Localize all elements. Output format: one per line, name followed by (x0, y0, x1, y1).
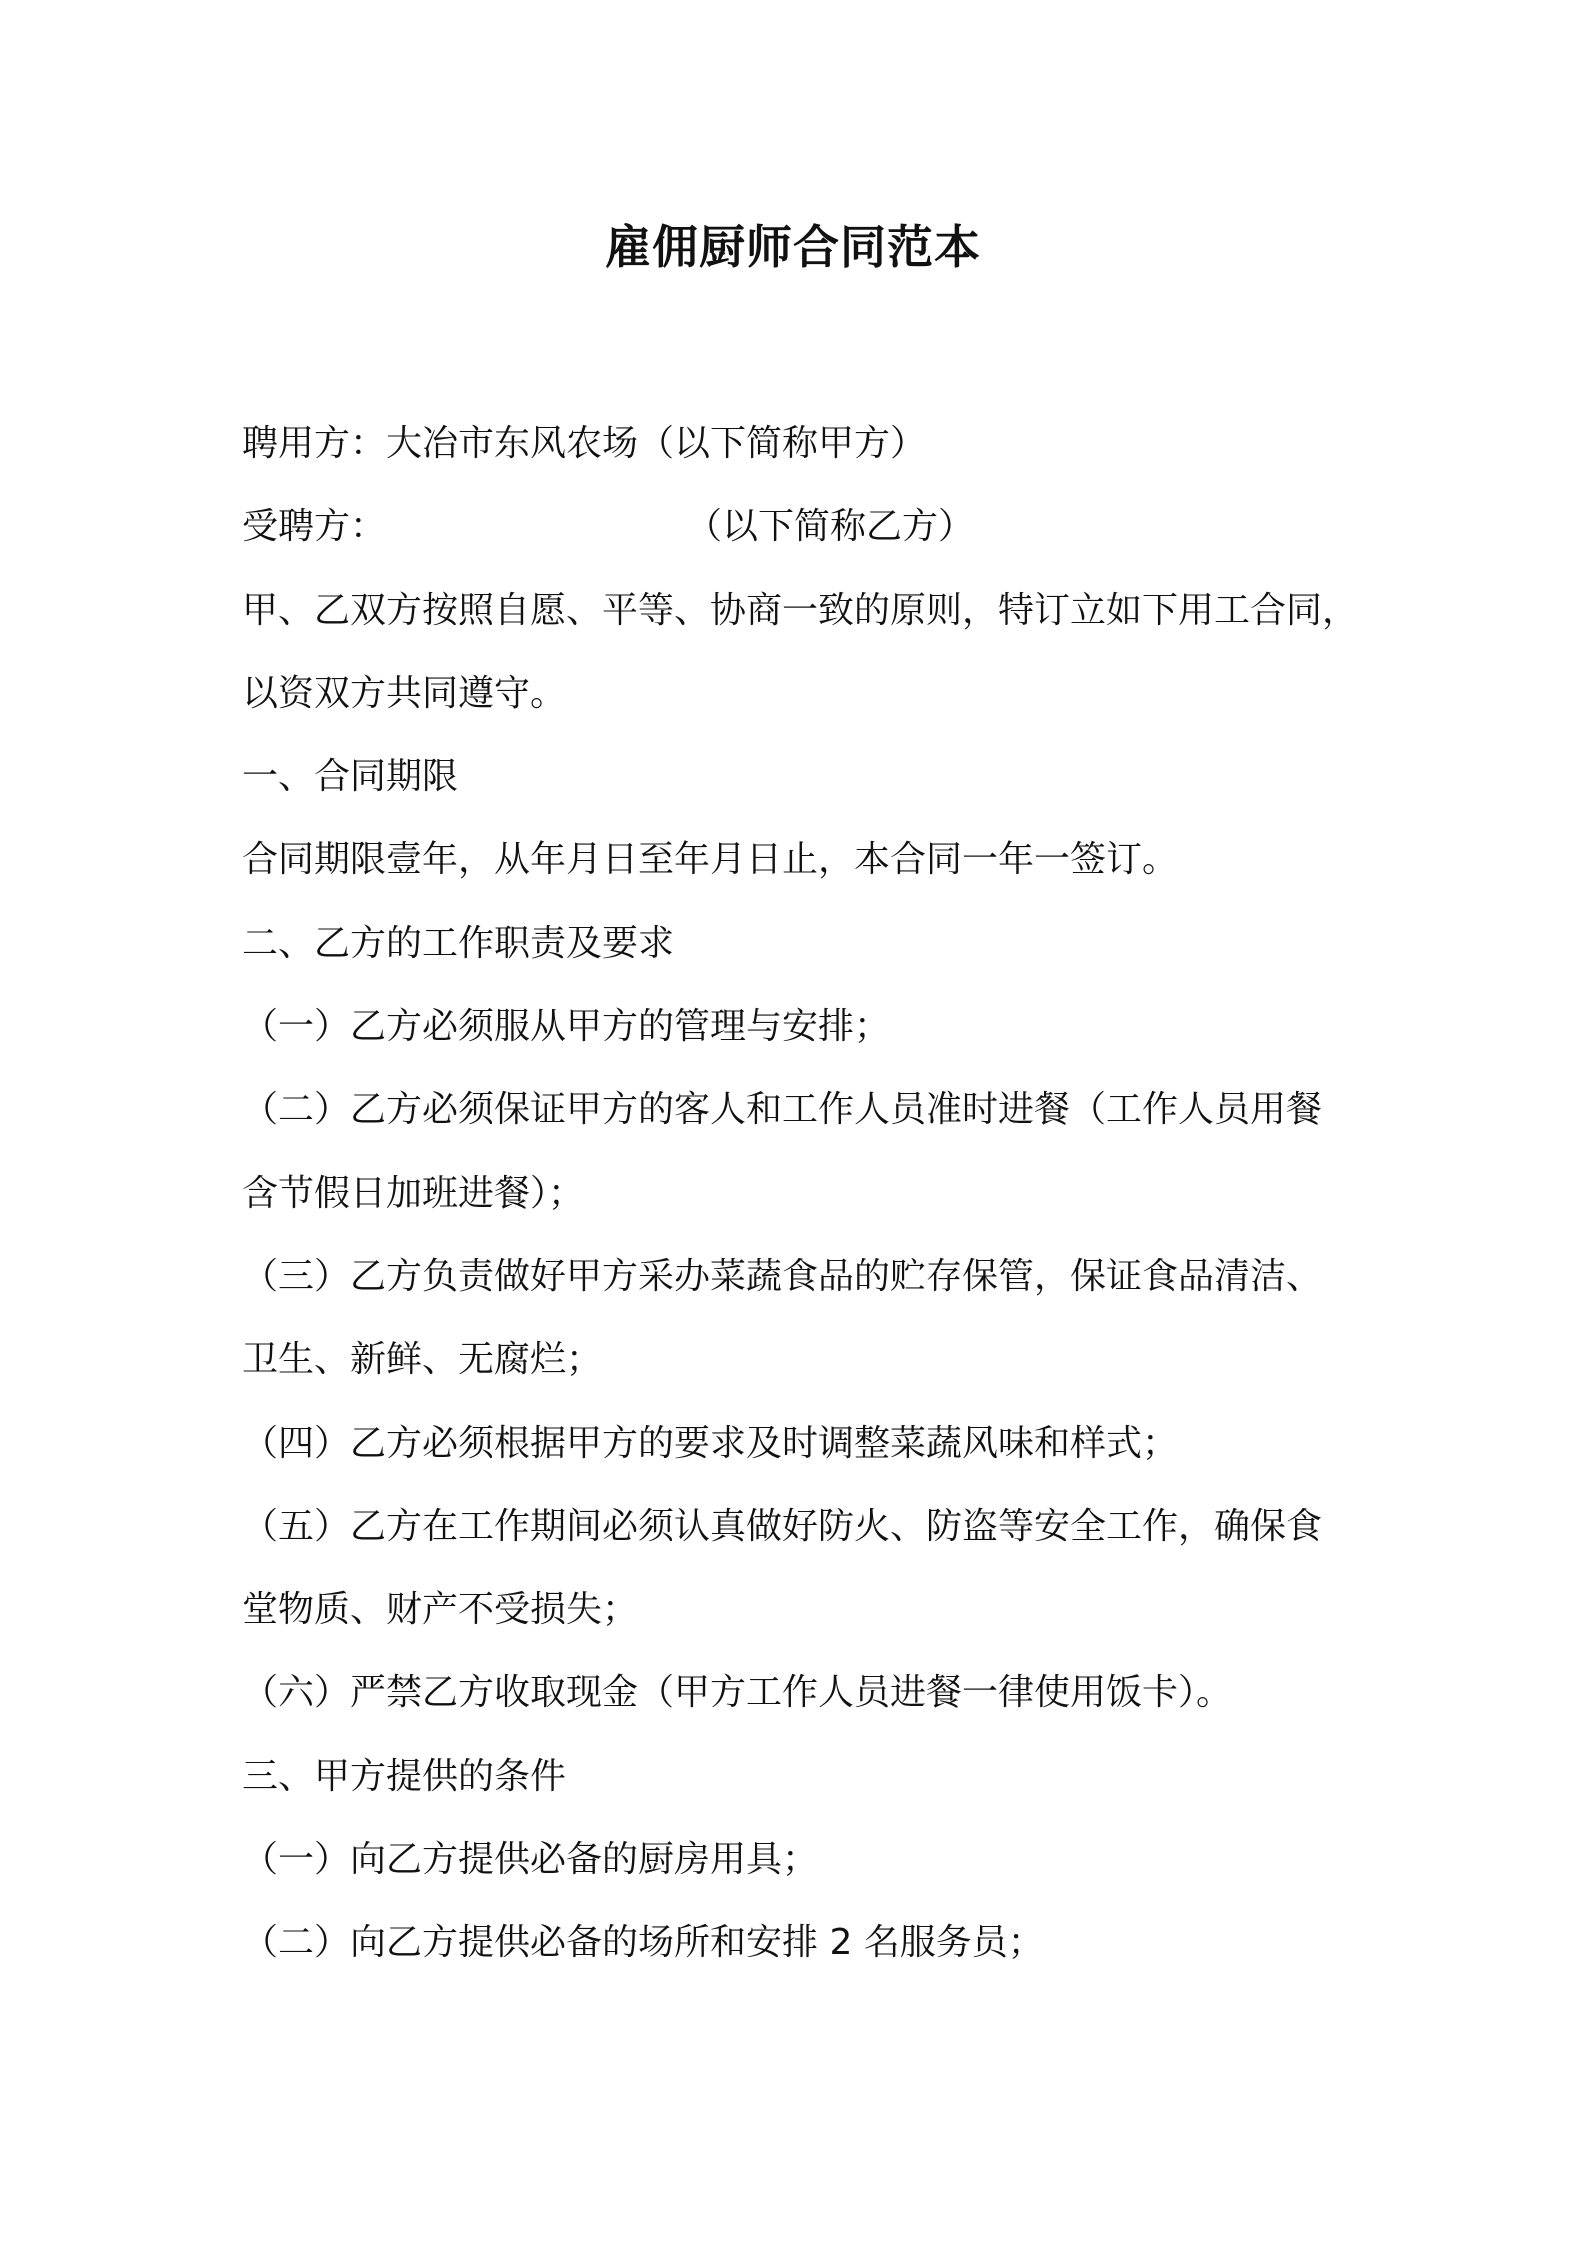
employee-label: 受聘方： (242, 506, 387, 548)
section-3-heading: 三、甲方提供的条件 (242, 1755, 567, 1797)
section-1-heading: 一、合同期限 (242, 756, 459, 798)
clause-2-5-line-2: 堂物质、财产不受损失； (242, 1589, 639, 1631)
clause-2-5-line-1: （五）乙方在工作期间必须认真做好防火、防盗等安全工作，确保食 (242, 1505, 1323, 1547)
document-body (242, 402, 1362, 1985)
clause-2-2-line-2: 含节假日加班进餐）； (242, 1172, 585, 1214)
clause-2-3-line-1: （三）乙方负责做好甲方采办菜蔬食品的贮存保管，保证食品清洁、 (242, 1255, 1323, 1297)
clause-3-1: （一）向乙方提供必备的厨房用具； (242, 1839, 819, 1881)
employee-line (242, 485, 1362, 568)
document-title: 雇佣厨师合同范本 (605, 220, 981, 274)
employee-suffix: （以下简称乙方） (686, 506, 975, 548)
section-2-heading: 二、乙方的工作职责及要求 (242, 922, 675, 964)
contract-term-text: 合同期限壹年，从年月日至年月日止，本合同一年一签订。 (242, 839, 1179, 881)
clause-2-2-line-1: （二）乙方必须保证甲方的客人和工作人员准时进餐（工作人员用餐 (242, 1089, 1323, 1131)
clause-2-3-line-2: 卫生、新鲜、无腐烂； (242, 1339, 603, 1381)
preamble-line-2: 以资双方共同遵守。 (242, 672, 567, 714)
employer-line: 聘用方：大冶市东风农场（以下简称甲方） (242, 423, 927, 464)
clause-2-1: （一）乙方必须服从甲方的管理与安排； (242, 1006, 891, 1048)
clause-2-4: （四）乙方必须根据甲方的要求及时调整菜蔬风味和样式； (242, 1422, 1179, 1464)
clause-2-6: （六）严禁乙方收取现金（甲方工作人员进餐一律使用饭卡）。 (242, 1672, 1233, 1714)
preamble-line-1: 甲、乙双方按照自愿、平等、协商一致的原则，特订立如下用工合同， (242, 589, 1359, 631)
clause-3-2: （二）向乙方提供必备的场所和安排 2 名服务员； (242, 1922, 1044, 1964)
